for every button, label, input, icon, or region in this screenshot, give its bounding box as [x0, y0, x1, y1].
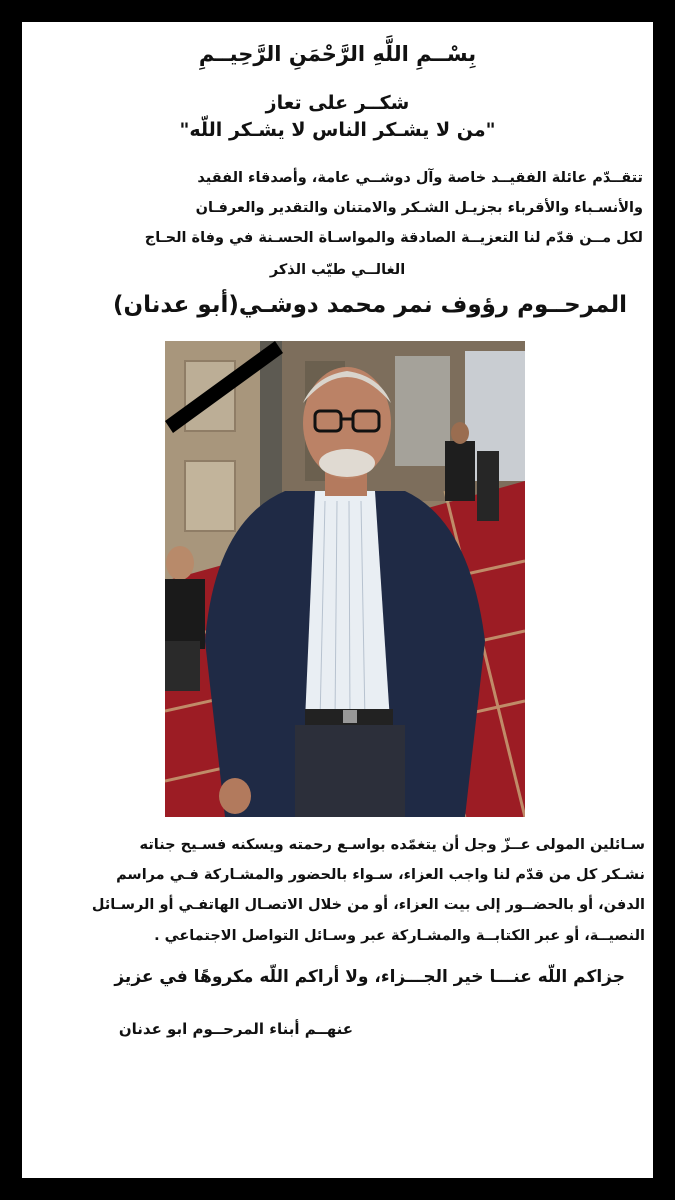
obituary-card [22, 22, 653, 1178]
basmala: بِسْــمِ اللَّهِ الرَّحْمَنِ الرَّحِيــمِ [198, 42, 477, 66]
deceased-name: المرحــوم رؤوف نمر محمد دوشـي(أبو عدنان) [112, 292, 627, 318]
intro-line: لكل مــن قدّم لنا التعزيــة الصادقة والمواسـاة الحسـنة في وفاة الحـاج [144, 230, 643, 246]
body-line: نشـكر كل من قدّم لنا واجب العزاء، سـواء بالحضور والمشـاركة فـي مراسم [116, 867, 645, 883]
body-line: النصيــة، أو عبر الكتابــة والمشـاركة عبر وسـائل التواصل الاجتماعي . [154, 928, 645, 944]
thanks-title: شكــر على تعاز [265, 92, 410, 114]
deceased-photo [165, 341, 525, 817]
signature: عنهــم أبناء المرحــوم ابو عدنان [118, 1020, 353, 1038]
body-line: سـائلين المولى عــزّ وجل أن يتغمّده بواسـع رحمته ويسكنه فسـيح جناته [139, 837, 645, 853]
body-line: الدفن، أو بالحضــور إلى بيت العزاء، أو من خلال الاتصـال الهاتفـي أو الرسـائل [91, 897, 645, 913]
intro-line: والأنسـباء والأقرباء بجزيـل الشـكر والامتنان والتقدير والعرفـان [195, 200, 643, 216]
intro-line: الغالــي طيّب الذكر [269, 262, 406, 278]
intro-line: تتقــدّم عائلة الفقيــد خاصة وآل دوشــي عامة، وأصدقاء الفقيد [197, 170, 643, 186]
hadith-quote: "من لا يشـكر الناس لا يشـكر اللّه" [179, 119, 496, 141]
closing-prayer: جزاكم اللّه عنـــا خير الجـــزاء، ولا أراكم اللّه مكروهًا في عزيز [114, 967, 625, 987]
